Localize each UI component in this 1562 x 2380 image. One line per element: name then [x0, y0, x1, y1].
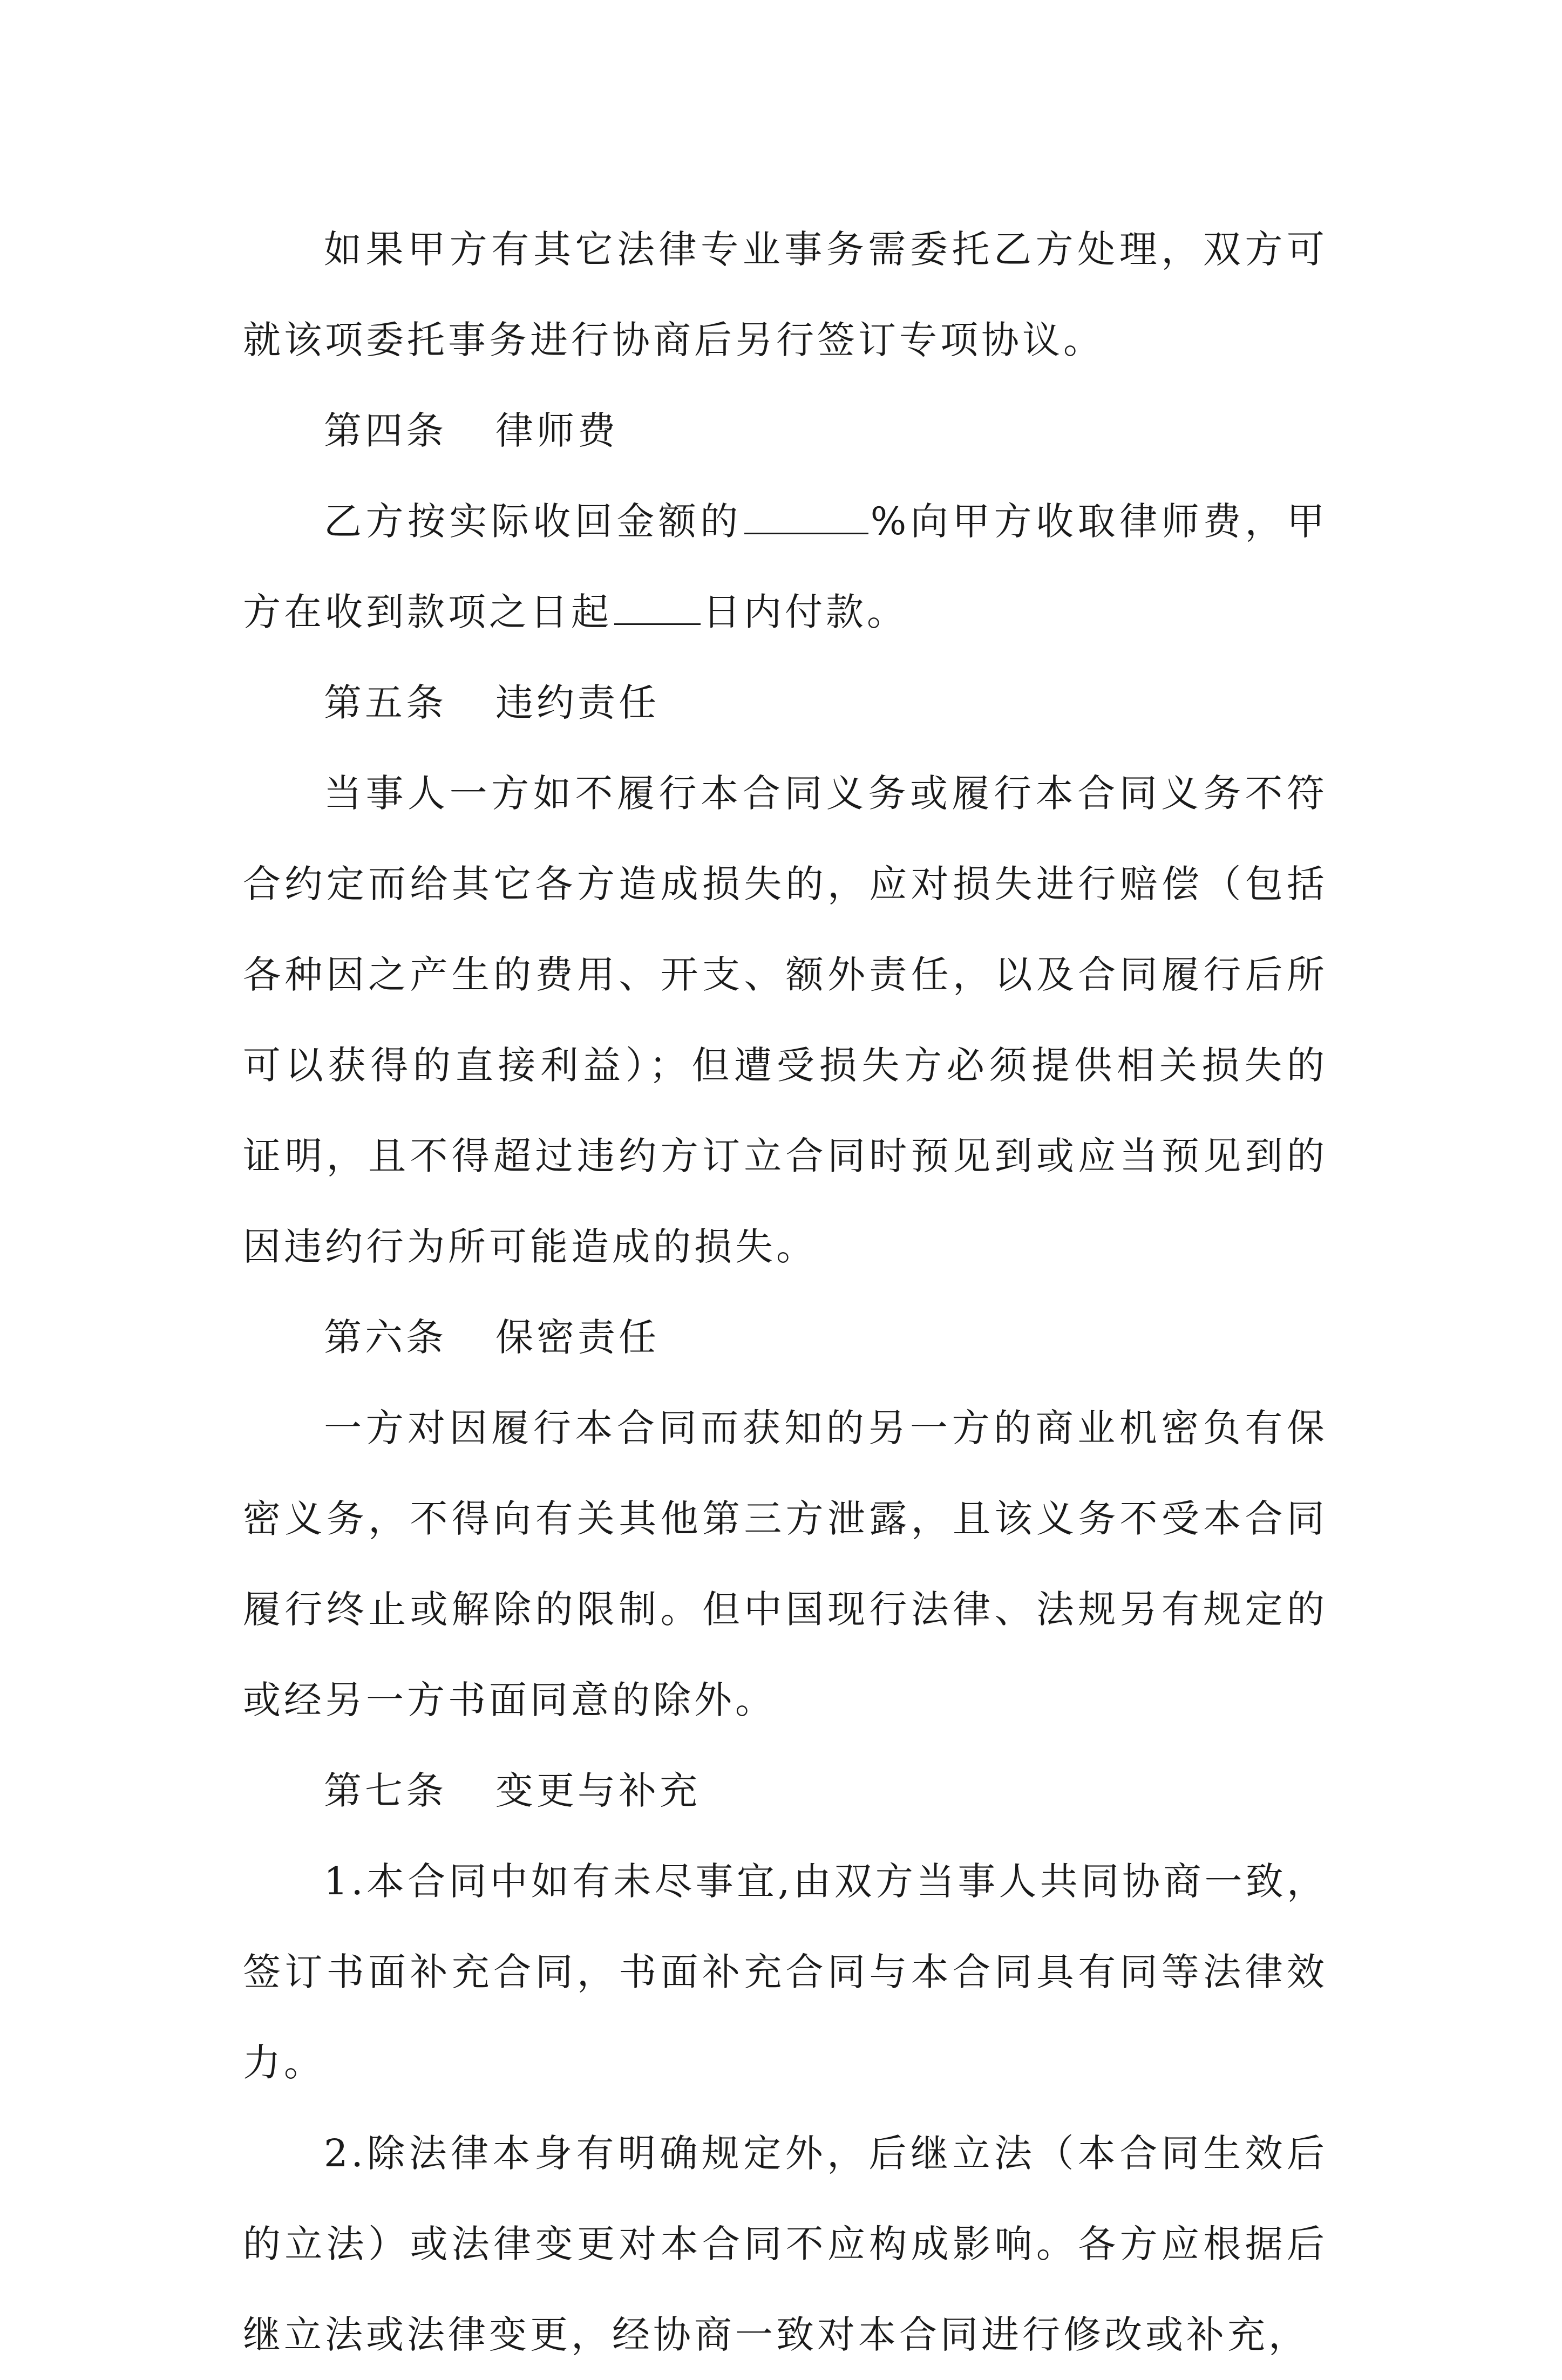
days-blank: [614, 591, 701, 625]
paragraph-confidentiality: 一方对因履行本合同而获知的另一方的商业机密负有保密义务，不得向有关其他第三方泄露，且该义务不受本合同履行终止或解除的限制。但中国现行法律、法规另有规定的或经另一方书面同意的除外。: [243, 1406, 1328, 1722]
paragraph-other-matters: 如果甲方有其它法律专业事务需委托乙方处理，双方可就该项委托事务进行协商后另行签订专项协议。: [243, 227, 1328, 362]
paragraph-breach-liability: 当事人一方如不履行本合同义务或履行本合同义务不符合约定而给其它各方造成损失的，应对损失进行赔偿（包括各种因之产生的费用、开支、额外责任，以及合同履行后所可以获得的直接利益）；但遭受损失方必须提供相关损失的证明，且不得超过违约方订立合同时预见到或应当预见到的因违约行为所可能造成的损失。: [243, 771, 1328, 1269]
article-title: 变更与补充: [495, 1769, 701, 1813]
paragraph-clause-2: 2.除法律本身有明确规定外，后继立法（本合同生效后的立法）或法律变更对本合同不应构成影响。各方应根据后继立法或法律变更，经协商一致对本合同进行修改或补充，: [243, 2131, 1328, 2357]
article-number: 第六条: [324, 1315, 447, 1359]
article-number: 第七条: [324, 1769, 447, 1813]
article-6-heading: [243, 1292, 1328, 1383]
article-4-heading: [243, 385, 1328, 476]
article-number: 第五条: [324, 681, 447, 725]
article-number: 第四条: [324, 409, 447, 453]
paragraph-clause-1: 1.本合同中如有未尽事宜,由双方当事人共同协商一致，签订书面补充合同，书面补充合同与本合同具有同等法律效力。: [243, 1859, 1328, 2085]
article-title: 违约责任: [495, 681, 660, 725]
document-body: [243, 204, 1328, 2380]
article-title: 保密责任: [495, 1315, 660, 1359]
article-5-heading: [243, 657, 1328, 748]
percentage-blank: [744, 500, 868, 534]
fee-text-part-1: 乙方按实际收回金额的: [324, 499, 742, 543]
article-7-heading: [243, 1745, 1328, 1836]
fee-text-part-3: 日内付款。: [703, 590, 908, 634]
article-title: 律师费: [495, 409, 619, 453]
paragraph-lawyer-fee: [243, 476, 1328, 657]
fee-text-part-2: %向甲方收取律师费，甲方在收到款项之日起: [243, 499, 1328, 634]
